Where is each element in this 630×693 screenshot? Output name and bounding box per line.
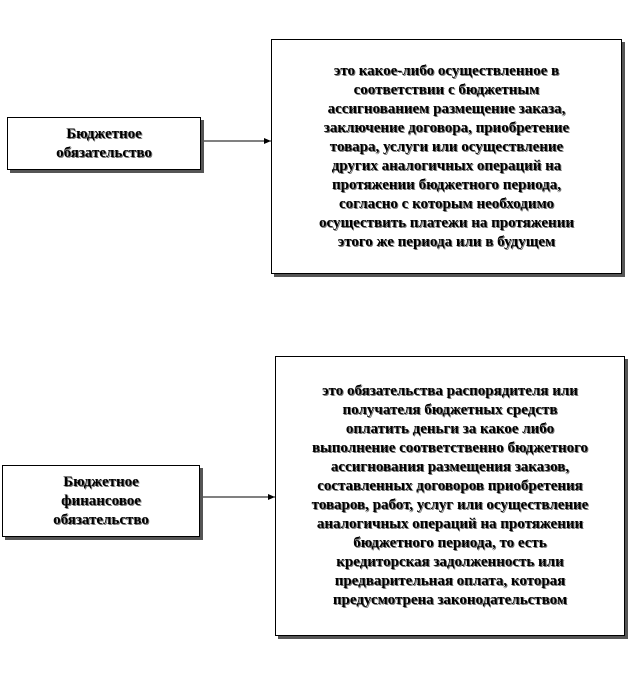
definition-budget-financial-obligation-text: это обязательства распорядителя или получателя бюджетных средств оплатить деньги за какое либо выполнение соответственно бюджетного ассигнования размещения заказов, составленных договоров приобретения товаров, работ, услуг или осуществление аналогичных операций на протяжении бюджетного периода, то есть кредиторская задолженность или предварительная оплата, которая предусмотрена законодательством <box>311 383 589 608</box>
term-budget-financial-obligation-label: Бюджетное финансовое обязательство <box>53 473 149 528</box>
definition-budget-financial-obligation <box>275 356 625 636</box>
term-budget-financial-obligation <box>2 465 200 537</box>
term-budget-obligation <box>7 117 201 170</box>
definition-budget-obligation <box>271 39 622 274</box>
definition-budget-obligation-text: это какое-либо осуществленное в соответствии с бюджетным ассигнованием размещение заказа, заключение договора, приобретение товара, услуги или осуществление других аналогичных операций на протяжении бюджетного периода, согласно с которым необходимо осуществить платежи на протяжении этого же периода или в будущем <box>319 62 574 250</box>
term-budget-obligation-label: Бюджетное обязательство <box>56 125 152 161</box>
